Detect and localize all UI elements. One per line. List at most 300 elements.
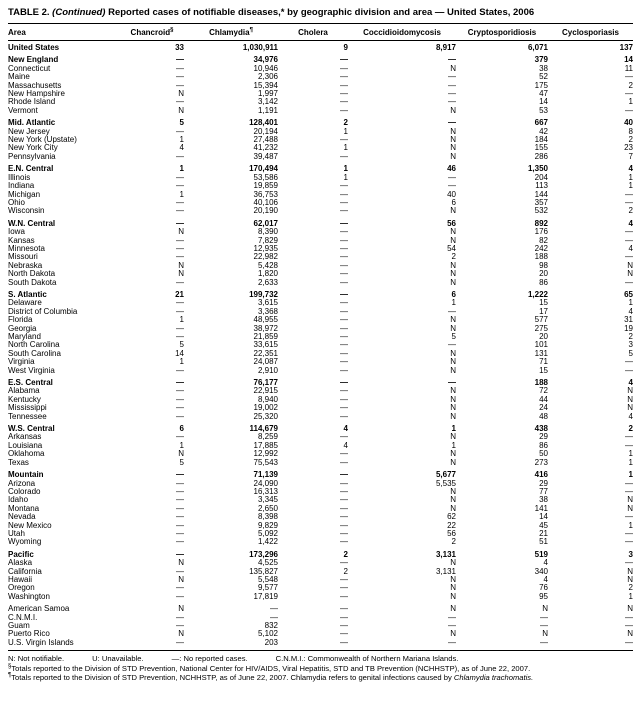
area-cell: Oklahoma [8,449,45,459]
value-cell: N [450,574,456,584]
area-cell: W.N. Central [8,218,56,228]
value-cell: — [340,235,348,245]
value-cell: — [625,621,633,630]
value-cell: — [340,227,348,237]
value-cell: — [176,277,184,287]
value-cell: N [450,315,456,325]
area-cell: Maine [8,72,30,82]
table-group [8,287,633,375]
value-cell: N [178,449,184,459]
value-cell: 1 [628,298,633,308]
value-cell: 1,350 [527,164,548,174]
value-cell: 5 [628,348,633,358]
value-cell: 9,577 [257,583,278,593]
value-cell: 2 [343,549,348,559]
column-header-chlamydia: Chlamydia¶ [184,24,278,41]
value-cell: 438 [534,424,548,434]
table-row [8,593,633,601]
value-cell: 532 [534,206,548,216]
value-cell: — [176,172,184,182]
area-cell: South Carolina [8,348,61,358]
value-cell: N [450,394,456,404]
value-cell: 1 [628,181,633,191]
value-cell: 82 [539,235,548,245]
value-cell: — [340,80,348,90]
value-cell: — [176,218,184,228]
value-cell: 76,177 [253,378,278,388]
value-cell: — [625,637,633,647]
value-cell: 15 [539,298,548,308]
value-cell: — [340,340,348,350]
value-cell: 76 [539,583,548,593]
value-cell: N [178,227,184,237]
table-number: TABLE 2. [8,7,50,18]
table-row [8,538,633,546]
value-cell: 5 [451,332,456,341]
value-cell: — [340,574,348,584]
area-cell: Arkansas [8,432,42,442]
value-cell: 3 [628,549,633,559]
column-header-cholera: Cholera [278,24,348,41]
value-cell: 135,827 [249,566,278,576]
notifiable-diseases-table [8,24,633,647]
value-cell: N [450,432,456,442]
value-cell: 62,017 [253,218,278,228]
value-cell: 2 [628,583,633,593]
area-cell: Illinois [8,172,31,182]
value-cell: 3,615 [257,298,278,308]
value-cell: 1 [451,424,456,434]
value-cell: 75,543 [253,457,278,467]
area-cell: Idaho [8,495,29,505]
value-cell: 19,859 [253,181,278,191]
value-cell: 46 [447,164,456,174]
area-cell: Iowa [8,227,25,237]
value-cell: 5,677 [435,470,456,480]
value-cell: 1 [628,172,633,182]
value-cell: 3,131 [435,566,456,576]
value-cell: — [340,260,348,270]
value-cell: 12,935 [253,243,278,253]
area-cell: Guam [8,621,30,630]
area-cell: C.N.M.I. [8,612,38,622]
footnote-pilcrow [8,673,633,683]
table-row [8,547,633,559]
value-cell: — [340,206,348,216]
value-cell: 86 [539,440,548,450]
value-cell: — [448,621,456,630]
value-cell: 577 [534,315,548,325]
value-cell: 667 [534,118,548,128]
value-cell: 275 [534,323,548,333]
area-cell: Pennsylvania [8,151,56,161]
table-group [8,52,633,115]
value-cell: — [340,218,348,228]
table-row [8,639,633,647]
value-cell: 8,940 [257,394,278,404]
value-cell: 2,910 [257,365,278,375]
value-cell: — [340,583,348,593]
value-cell: 98 [539,260,548,270]
value-cell: — [340,135,348,145]
value-cell: 114,679 [249,424,278,434]
value-cell: 16,313 [253,486,278,496]
value-cell: 47 [539,89,548,99]
value-cell: 1 [343,126,348,136]
value-cell: 19 [624,323,633,333]
table-group [8,216,633,287]
value-cell: 1 [628,520,633,530]
value-cell: — [176,478,184,488]
value-cell: 17,885 [253,440,278,450]
area-cell: North Carolina [8,340,60,350]
value-cell: 40 [624,118,633,128]
value-cell: — [176,432,184,442]
value-cell: 2,650 [257,503,278,513]
area-cell: Utah [8,528,25,538]
value-cell: 2 [343,118,348,128]
value-cell: 15 [539,365,548,375]
value-cell: 34,976 [253,55,278,65]
value-cell: — [176,394,184,404]
value-cell: N [627,566,633,576]
value-cell: 4 [628,411,633,421]
value-cell: 4 [343,440,348,450]
value-cell: — [448,72,456,82]
value-cell: 33 [175,43,184,52]
value-cell: 340 [534,566,548,576]
value-cell: — [340,612,348,622]
legend-item: C.N.M.I.: Commonwealth of Northern Mariana Islands. [275,654,459,664]
area-cell: Washington [8,591,50,601]
table-group [8,547,633,601]
table-title [8,7,633,24]
value-cell: 6 [451,289,456,299]
area-cell: Florida [8,315,33,325]
value-cell: 1 [628,470,633,480]
value-cell: 56 [447,218,456,228]
value-cell: — [176,528,184,538]
value-cell: — [340,621,348,630]
area-cell: New Jersey [8,126,50,136]
value-cell: 4,525 [257,558,278,568]
area-cell: Nebraska [8,260,43,270]
value-cell: 20 [539,269,548,279]
value-cell: — [340,243,348,253]
value-cell: — [340,528,348,538]
value-cell: — [625,197,633,207]
table-group [8,601,633,647]
area-cell: Mid. Atlantic [8,118,56,128]
value-cell: N [450,63,456,73]
value-cell: 15,394 [253,80,278,90]
value-cell: N [450,135,456,145]
value-cell: N [178,574,184,584]
value-cell: — [340,63,348,73]
area-cell: S. Atlantic [8,289,47,299]
value-cell: — [448,340,456,350]
value-cell: — [176,235,184,245]
value-cell: 2 [628,206,633,216]
value-cell: 4 [628,243,633,253]
table-group [8,161,633,215]
value-cell: — [340,478,348,488]
value-cell: — [176,503,184,513]
value-cell: 1 [343,172,348,182]
value-cell: 3 [628,340,633,350]
table-row [8,601,633,613]
value-cell: 17 [539,306,548,316]
value-cell: — [340,151,348,161]
value-cell: 4 [543,574,548,584]
value-cell: N [450,323,456,333]
value-cell: 8,390 [257,227,278,237]
value-cell: — [176,583,184,593]
value-cell: — [176,55,184,65]
pilcrow-mark: ¶ [8,672,12,679]
value-cell: — [625,357,633,367]
value-cell: 40 [447,189,456,199]
value-cell: 2,633 [257,277,278,287]
area-cell: North Dakota [8,269,56,279]
value-cell: 14 [539,97,548,107]
area-cell: Texas [8,457,29,467]
area-cell: E.S. Central [8,378,53,388]
value-cell: 23 [624,143,633,153]
value-cell: — [340,189,348,199]
value-cell: N [450,495,456,505]
value-cell: 56 [447,528,456,538]
value-cell: 7,829 [257,235,278,245]
value-cell: 832 [264,621,278,630]
value-cell: — [625,537,633,547]
value-cell: 38,972 [253,323,278,333]
value-cell: 8,917 [435,43,456,52]
legend-item: —: No reported cases. [171,654,248,664]
value-cell: — [448,55,456,65]
table-header [8,24,633,41]
value-cell: — [340,269,348,279]
value-cell: — [340,411,348,421]
value-cell: 175 [534,80,548,90]
value-cell: — [625,440,633,450]
table-row [8,568,633,576]
table-row [8,622,633,630]
value-cell: 19,002 [253,403,278,413]
value-cell: N [450,227,456,237]
value-cell: N [450,449,456,459]
value-cell: 20,190 [253,206,278,216]
value-cell: 204 [534,172,548,182]
value-cell: — [340,394,348,404]
value-cell: N [450,604,456,614]
value-cell: 131 [534,348,548,358]
value-cell: N [627,574,633,584]
value-cell: 4 [179,143,184,153]
table-row [8,153,633,161]
value-cell: 31 [624,315,633,325]
value-cell: — [448,637,456,647]
value-cell: N [627,394,633,404]
value-cell: — [176,306,184,316]
area-cell: Michigan [8,189,41,199]
value-cell: 52 [539,72,548,82]
value-cell: 1,191 [257,105,278,115]
value-cell: N [450,126,456,136]
value-cell: 128,401 [249,118,278,128]
value-cell: — [340,72,348,82]
value-cell: — [340,604,348,614]
value-cell: 1 [628,449,633,459]
value-cell: 1 [628,97,633,107]
value-cell: 8,398 [257,512,278,522]
value-cell: 5,535 [435,478,456,488]
value-cell: 5 [179,340,184,350]
value-cell: 892 [534,218,548,228]
area-cell: Georgia [8,323,37,333]
value-cell: 173,296 [249,549,278,559]
value-cell: — [176,72,184,82]
value-cell: — [176,323,184,333]
value-cell: N [627,629,633,639]
value-cell: — [340,357,348,367]
value-cell: 2 [628,135,633,145]
value-cell: N [450,105,456,115]
title-text: Reported cases of notifiable diseases,* by geographic division and area — United States, 2006 [108,7,535,18]
value-cell: 2 [343,566,348,576]
area-cell: New York (Upstate) [8,135,77,145]
value-cell: — [625,528,633,538]
area-cell: American Samoa [8,604,70,614]
value-cell: — [176,252,184,262]
value-cell: 1,422 [257,537,278,547]
value-cell: 416 [534,470,548,480]
value-cell: 286 [534,151,548,161]
area-cell: New England [8,55,59,65]
value-cell: 6 [451,197,456,207]
value-cell: 199,732 [249,289,278,299]
value-cell: 1 [451,298,456,308]
value-cell: — [448,378,456,388]
value-cell: 1 [451,440,456,450]
value-cell: 54 [447,243,456,253]
value-cell: — [340,298,348,308]
value-cell: 1 [179,440,184,450]
value-cell: — [176,612,184,622]
value-cell: — [340,495,348,505]
value-cell: — [625,486,633,496]
value-cell: 21 [175,289,184,299]
value-cell: — [340,486,348,496]
footnote-pilcrow-italic: Chlamydia trachomatis. [453,673,534,683]
area-cell: Colorado [8,486,41,496]
value-cell: 25,320 [253,411,278,421]
value-cell: — [176,512,184,522]
value-cell: 20,194 [253,126,278,136]
area-cell: Vermont [8,105,38,115]
value-cell: 5,548 [257,574,278,584]
area-cell: Montana [8,503,40,513]
value-cell: N [178,558,184,568]
area-cell: Mississippi [8,403,47,413]
value-cell: — [176,151,184,161]
value-cell: — [176,386,184,396]
area-cell: Hawaii [8,574,33,584]
area-cell: New Hampshire [8,89,65,99]
value-cell: 4 [628,306,633,316]
value-cell: 5,102 [257,629,278,639]
value-cell: — [340,503,348,513]
value-cell: 38 [539,63,548,73]
footnote-section [8,664,633,674]
value-cell: N [542,604,548,614]
table-group [8,41,633,53]
value-cell: — [340,197,348,207]
value-cell: 5 [179,457,184,467]
area-cell: California [8,566,42,576]
value-cell: — [176,403,184,413]
value-cell: — [176,97,184,107]
area-cell: United States [8,43,60,52]
value-cell: 14 [175,348,184,358]
value-cell: 4 [628,164,633,174]
value-cell: — [625,252,633,262]
value-cell: — [448,172,456,182]
value-cell: 184 [534,135,548,145]
table-row [8,107,633,115]
table-row [8,367,633,375]
value-cell: N [178,269,184,279]
value-cell: 53,586 [253,172,278,182]
value-cell: 2 [451,252,456,262]
footnote-legend [8,654,633,664]
value-cell: — [176,495,184,505]
value-cell: N [450,260,456,270]
value-cell: 11 [624,63,633,73]
value-cell: 86 [539,277,548,287]
value-cell: 24,087 [253,357,278,367]
area-cell: Mountain [8,470,44,480]
value-cell: — [625,72,633,82]
area-cell: Louisiana [8,440,43,450]
title-continued: (Continued) [52,7,106,18]
value-cell: — [625,612,633,622]
value-cell: — [176,126,184,136]
value-cell: 379 [534,55,548,65]
value-cell: 14 [539,512,548,522]
area-cell: Oregon [8,583,35,593]
value-cell: 3,345 [257,495,278,505]
value-cell: 12,992 [253,449,278,459]
column-header-chancroid: Chancroid§ [120,24,184,41]
value-cell: N [450,411,456,421]
value-cell: — [176,365,184,375]
value-cell: — [340,470,348,480]
table-row [8,161,633,173]
value-cell: — [340,537,348,547]
value-cell: 6,071 [527,43,548,52]
value-cell: N [450,151,456,161]
value-cell: — [176,243,184,253]
table-group [8,115,633,161]
value-cell: 357 [534,197,548,207]
value-cell: N [450,403,456,413]
table-row [8,467,633,479]
value-cell: — [340,457,348,467]
value-cell: 1,222 [527,289,548,299]
value-cell: 71,139 [253,470,278,480]
value-cell: 48 [539,411,548,421]
